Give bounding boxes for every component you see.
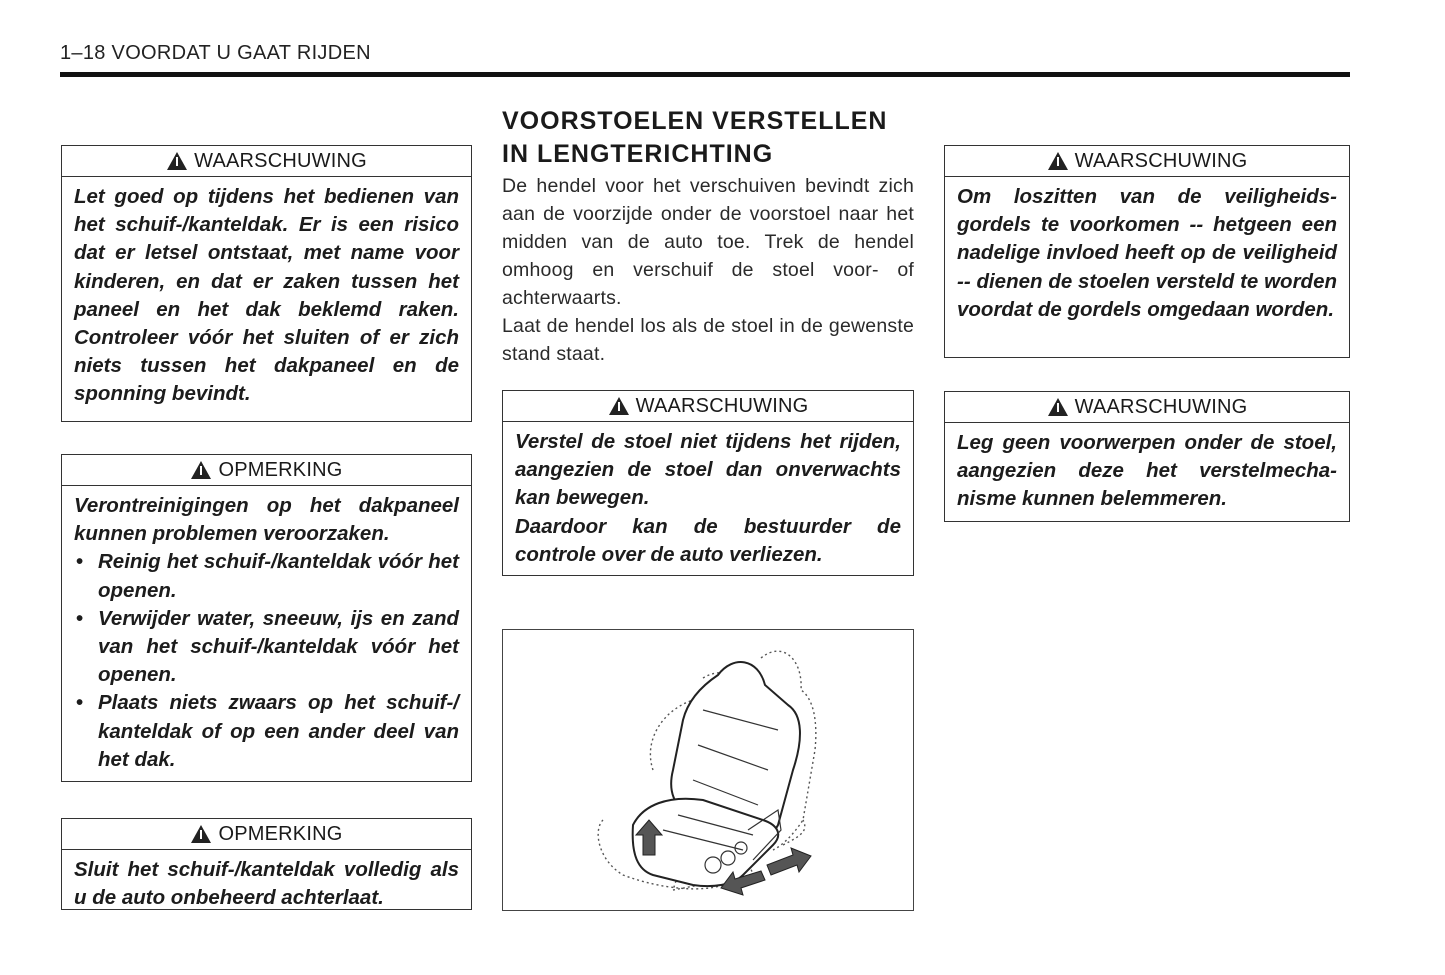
body-paragraph: De hendel voor het verschuiven bevindt zich aan de voorzijde onder de voorstoel naar het midden van de auto toe. Trek de hendel omhoog en verschuif de stoel voor- of achterwaarts. bbox=[502, 175, 914, 309]
note-heading-label: OPMERKING bbox=[218, 458, 343, 481]
note-bullet: • Plaats niets zwaars op het schuif-/ kanteldak of op een ander deel van het dak. bbox=[74, 689, 459, 774]
warning-triangle-icon bbox=[190, 824, 212, 844]
warning-heading bbox=[503, 391, 913, 422]
warning-triangle-icon bbox=[190, 460, 212, 480]
warning-heading bbox=[945, 146, 1349, 177]
forward-arrow-icon bbox=[767, 848, 811, 875]
section-title-line: VOORSTOELEN VERSTELLEN bbox=[502, 107, 888, 135]
warning-paragraph: Daardoor kan de bestuurder de controle over de auto verliezen. bbox=[515, 514, 901, 566]
note-heading bbox=[62, 819, 471, 850]
note-heading bbox=[62, 455, 471, 486]
note-text bbox=[62, 486, 471, 782]
section-body bbox=[502, 172, 914, 368]
section-title bbox=[502, 105, 887, 171]
warning-box-seatbelt bbox=[944, 145, 1350, 358]
warning-text bbox=[62, 177, 471, 417]
warning-paragraph: Leg geen voorwerpen onder de stoel, aangezien deze het verstelmecha-nisme kunnen belemmeren. bbox=[957, 431, 1337, 511]
note-intro: Verontreinigingen op het dakpaneel kunnen problemen veroorzaken. bbox=[74, 494, 459, 546]
warning-heading-label: WAARSCHUWING bbox=[635, 394, 809, 417]
warning-triangle-icon bbox=[608, 396, 630, 416]
note-box-contamination bbox=[61, 454, 472, 782]
warning-text bbox=[945, 423, 1349, 522]
warning-box-driving bbox=[502, 390, 914, 576]
seat-icon bbox=[503, 630, 915, 912]
warning-paragraph: Verstel de stoel niet tijdens het rijden, aangezien de stoel dan onverwachts kan bewegen. bbox=[515, 430, 901, 510]
note-heading-label: OPMERKING bbox=[218, 822, 343, 845]
warning-box-under-seat bbox=[944, 391, 1350, 522]
body-paragraph: Laat de hendel los als de stoel in de gewenste stand staat. bbox=[502, 315, 914, 365]
warning-box-sunroof bbox=[61, 145, 472, 422]
warning-heading-label: WAARSCHUWING bbox=[1074, 149, 1248, 172]
note-box-close-sunroof bbox=[61, 818, 472, 910]
note-bullet: • Verwijder water, sneeuw, ijs en zand van het schuif-/kanteldak vóór het openen. bbox=[74, 605, 459, 690]
section-title-line: IN LENGTERICHTING bbox=[502, 140, 774, 168]
warning-triangle-icon bbox=[1047, 151, 1069, 171]
warning-heading-label: WAARSCHUWING bbox=[1074, 395, 1248, 418]
warning-paragraph: Let goed op tijdens het bedienen van het schuif-/kanteldak. Er is een risico dat er letsel ontstaat, met name voor kinderen, en dat er zaken tussen het paneel en het dak beklemd raken. Controleer vóór het sluiten of er zich niets tussen het dakpaneel en de sponning bevindt. bbox=[74, 185, 459, 406]
seat-adjustment-figure bbox=[502, 629, 914, 911]
warning-paragraph: Om loszitten van de veiligheids-gordels te voorkomen -- hetgeen een nadelige invloed heeft op de veiligheid -- dienen de stoelen versteld te worden voordat de gordels omgedaan worden. bbox=[957, 185, 1337, 321]
page-header-title: 1–18 VOORDAT U GAAT RIJDEN bbox=[60, 42, 371, 64]
warning-text bbox=[503, 422, 913, 577]
warning-heading bbox=[62, 146, 471, 177]
note-paragraph: Sluit het schuif-/kanteldak volledig als u de auto onbeheerd achterlaat. bbox=[74, 858, 459, 910]
note-text bbox=[62, 850, 471, 920]
warning-heading-label: WAARSCHUWING bbox=[194, 149, 367, 172]
note-bullet-list bbox=[74, 548, 459, 774]
warning-triangle-icon bbox=[166, 151, 188, 171]
warning-heading bbox=[945, 392, 1349, 423]
warning-triangle-icon bbox=[1047, 397, 1069, 417]
note-bullet: • Reinig het schuif-/kanteldak vóór het openen. bbox=[74, 548, 459, 604]
warning-text bbox=[945, 177, 1349, 332]
header-rule bbox=[60, 72, 1350, 77]
